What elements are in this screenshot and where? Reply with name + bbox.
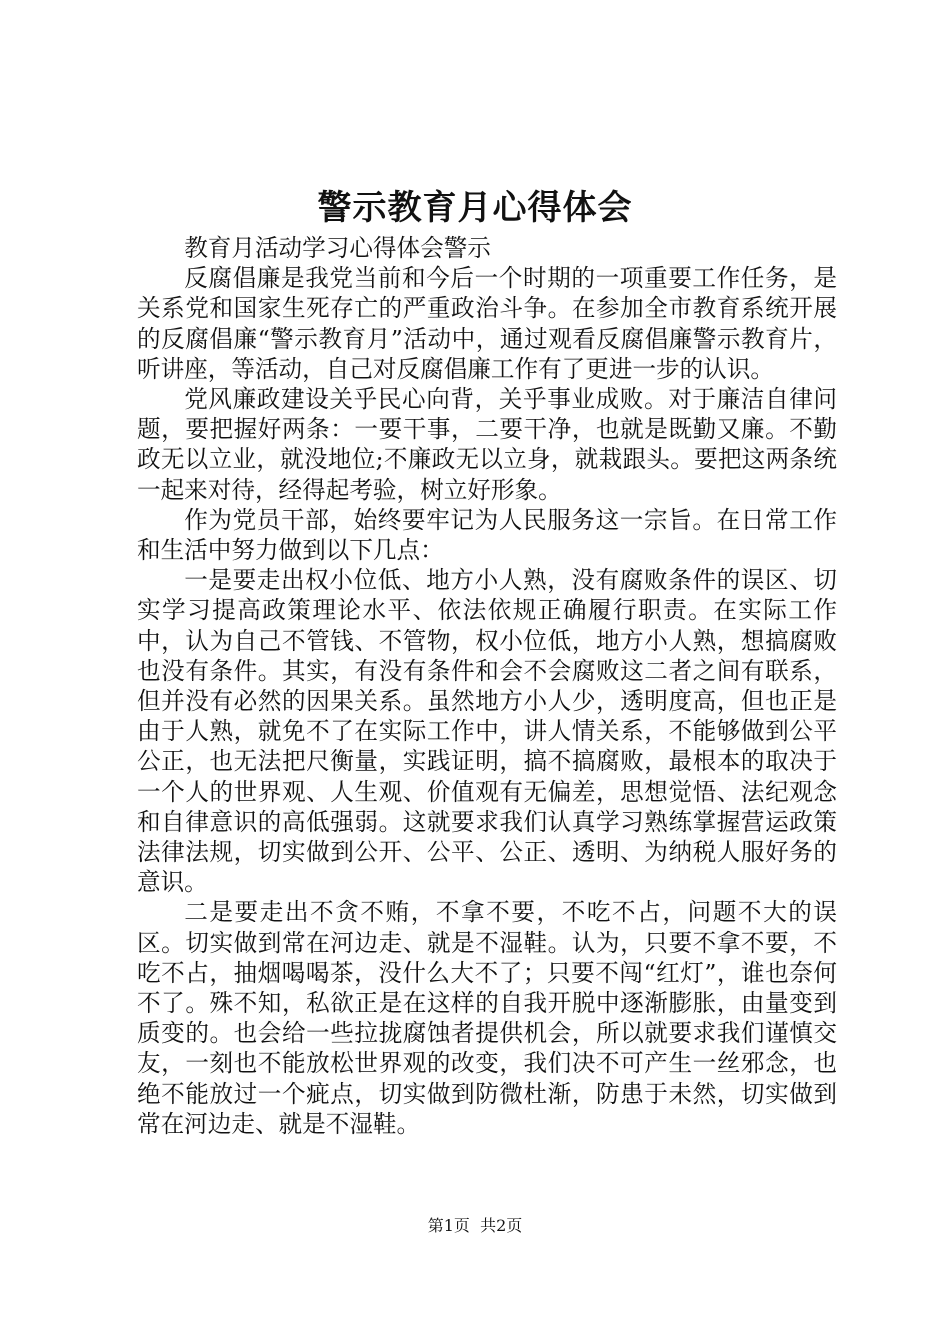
document-title: 警示教育月心得体会 (317, 188, 633, 228)
paragraph-1: 反腐倡廉是我党当前和今后一个时期的一项重要工作任务，是关系党和国家生死存亡的严重政治斗争。在参加全市教育系统开展的反腐倡廉“警示教育月”活动中，通过观看反腐倡廉警示教育片，听讲座，等活动，自己对反腐倡廉工作有了更进一步的认识。 (137, 264, 837, 383)
footer-gap (470, 1216, 480, 1235)
page-number: 第1页 (427, 1216, 470, 1235)
paragraph-4: 一是要走出权小位低、地方小人熟，没有腐败条件的误区、切实学习提高政策理论水平、依法依规正确履行职责。在实际工作中，认为自己不管钱、不管物，权小位低，地方小人熟，想搞腐败也没有条件。其实，有没有条件和会不会腐败这二者之间有联系，但并没有必然的因果关系。虽然地方小人少，透明度高，但也正是由于人熟，就免不了在实际工作中，讲人情关系，不能够做到公平公正，也无法把尺衡量，实践证明，搞不搞腐败，最根本的取决于一个人的世界观、人生观、价值观有无偏差，思想觉悟、法纪观念和自律意识的高低强弱。这就要求我们认真学习熟练掌握营运政策法律法规，切实做到公开、公平、公正、透明、为纳税人服好务的意识。 (137, 566, 837, 897)
paragraph-subtitle: 教育月活动学习心得体会警示 (184, 234, 491, 262)
page-total: 共2页 (480, 1216, 523, 1235)
paragraph-2: 党风廉政建设关乎民心向背，关乎事业成败。对于廉洁自律问题，要把握好两条：一要干事，二要干净，也就是既勤又廉。不勤政无以立业，就没地位;不廉政无以立身，就栽跟头。要把这两条统一起来对待，经得起考验，树立好形象。 (137, 385, 837, 504)
document-body (137, 233, 837, 1139)
paragraph-5: 二是要走出不贪不贿，不拿不要，不吃不占，问题不大的误区。切实做到常在河边走、就是不湿鞋。认为，只要不拿不要，不吃不占，抽烟喝喝茶，没什么大不了；只要不闯“红灯”，谁也奈何不了。殊不知，私欲正是在这样的自我开脱中逐渐膨胀，由量变到质变的。也会给一些拉拢腐蚀者提供机会，所以就要求我们谨慎交友，一刻也不能放松世界观的改变，我们决不可产生一丝邪念，也绝不能放过一个疵点，切实做到防微杜渐，防患于未然，切实做到常在河边走、就是不湿鞋。 (137, 898, 837, 1138)
paragraph-3: 作为党员干部，始终要牢记为人民服务这一宗旨。在日常工作和生活中努力做到以下几点： (137, 505, 837, 565)
page-footer (0, 1214, 950, 1238)
